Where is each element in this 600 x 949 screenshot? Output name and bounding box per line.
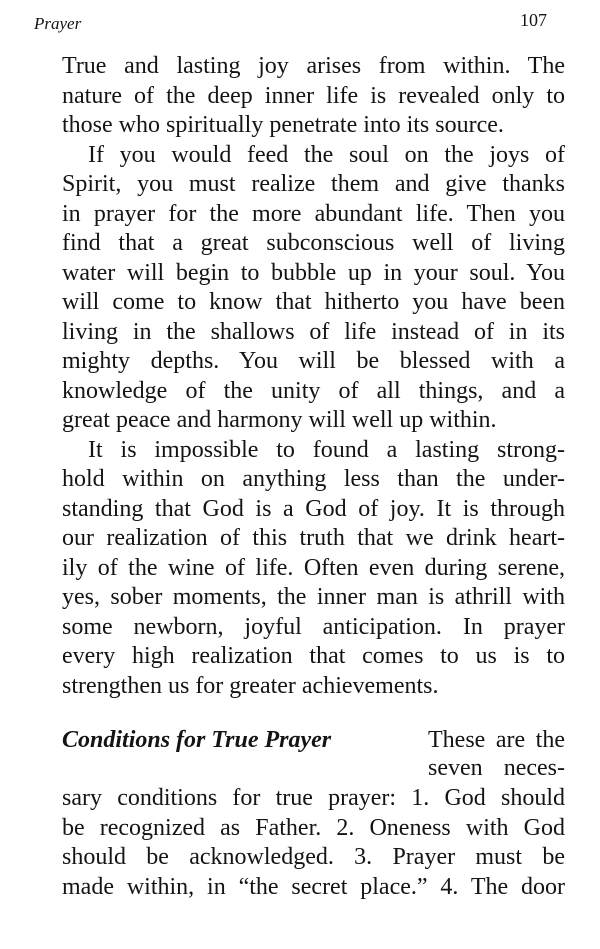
text-line: find that a great subconscious well of living	[62, 230, 565, 256]
section-heading: Conditions for True Prayer	[62, 727, 332, 753]
running-title: Prayer	[34, 14, 82, 33]
text-line: water will begin to bubble up in your soul. You	[62, 259, 565, 286]
text-line: every high realization that comes to us is to	[62, 643, 565, 669]
text-line: hold within on anything less than the under-	[62, 466, 565, 492]
text-line: our realization of this truth that we drink heart-	[62, 525, 565, 551]
text-line: made within, in “the secret place.” 4. The door	[62, 873, 565, 900]
text-line: should be acknowledged. 3. Prayer must be	[62, 844, 565, 870]
text-line: knowledge of the unity of all things, and a	[62, 377, 565, 404]
page-number: 107	[520, 10, 547, 30]
text-line: True and lasting joy arises from within. The	[62, 53, 565, 79]
text-line: yes, sober moments, the inner man is athrill with	[62, 584, 565, 610]
section-heading-block	[62, 725, 565, 781]
text-line: strengthen us for greater achievements.	[62, 672, 439, 699]
body-text	[62, 52, 565, 701]
text-line: It is impossible to found a lasting strong-	[88, 436, 565, 463]
section-body-text	[62, 784, 565, 902]
text-line: living in the shallows of life instead of in its	[62, 318, 565, 345]
text-line: be recognized as Father. 2. Oneness with God	[62, 814, 565, 841]
text-line: If you would feed the soul on the joys of	[88, 141, 565, 168]
text-line: These are the	[428, 727, 565, 753]
text-line: in prayer for the more abundant life. Then you	[62, 200, 565, 227]
text-line: those who spiritually penetrate into its source.	[62, 112, 504, 138]
text-line: some newborn, joyful anticipation. In prayer	[62, 613, 565, 640]
text-line: great peace and harmony will well up within.	[62, 407, 497, 433]
text-line: nature of the deep inner life is revealed only to	[62, 82, 565, 109]
text-line: sary conditions for true prayer: 1. God should	[62, 785, 565, 811]
text-line: ily of the wine of life. Often even during serene,	[62, 554, 565, 581]
text-line: will come to know that hitherto you have been	[62, 289, 565, 315]
text-line: Spirit, you must realize them and give thanks	[62, 171, 565, 197]
text-line: seven neces-	[428, 755, 565, 781]
text-line: standing that God is a God of joy. It is through	[62, 495, 565, 522]
text-line: mighty depths. You will be blessed with a	[62, 348, 565, 374]
